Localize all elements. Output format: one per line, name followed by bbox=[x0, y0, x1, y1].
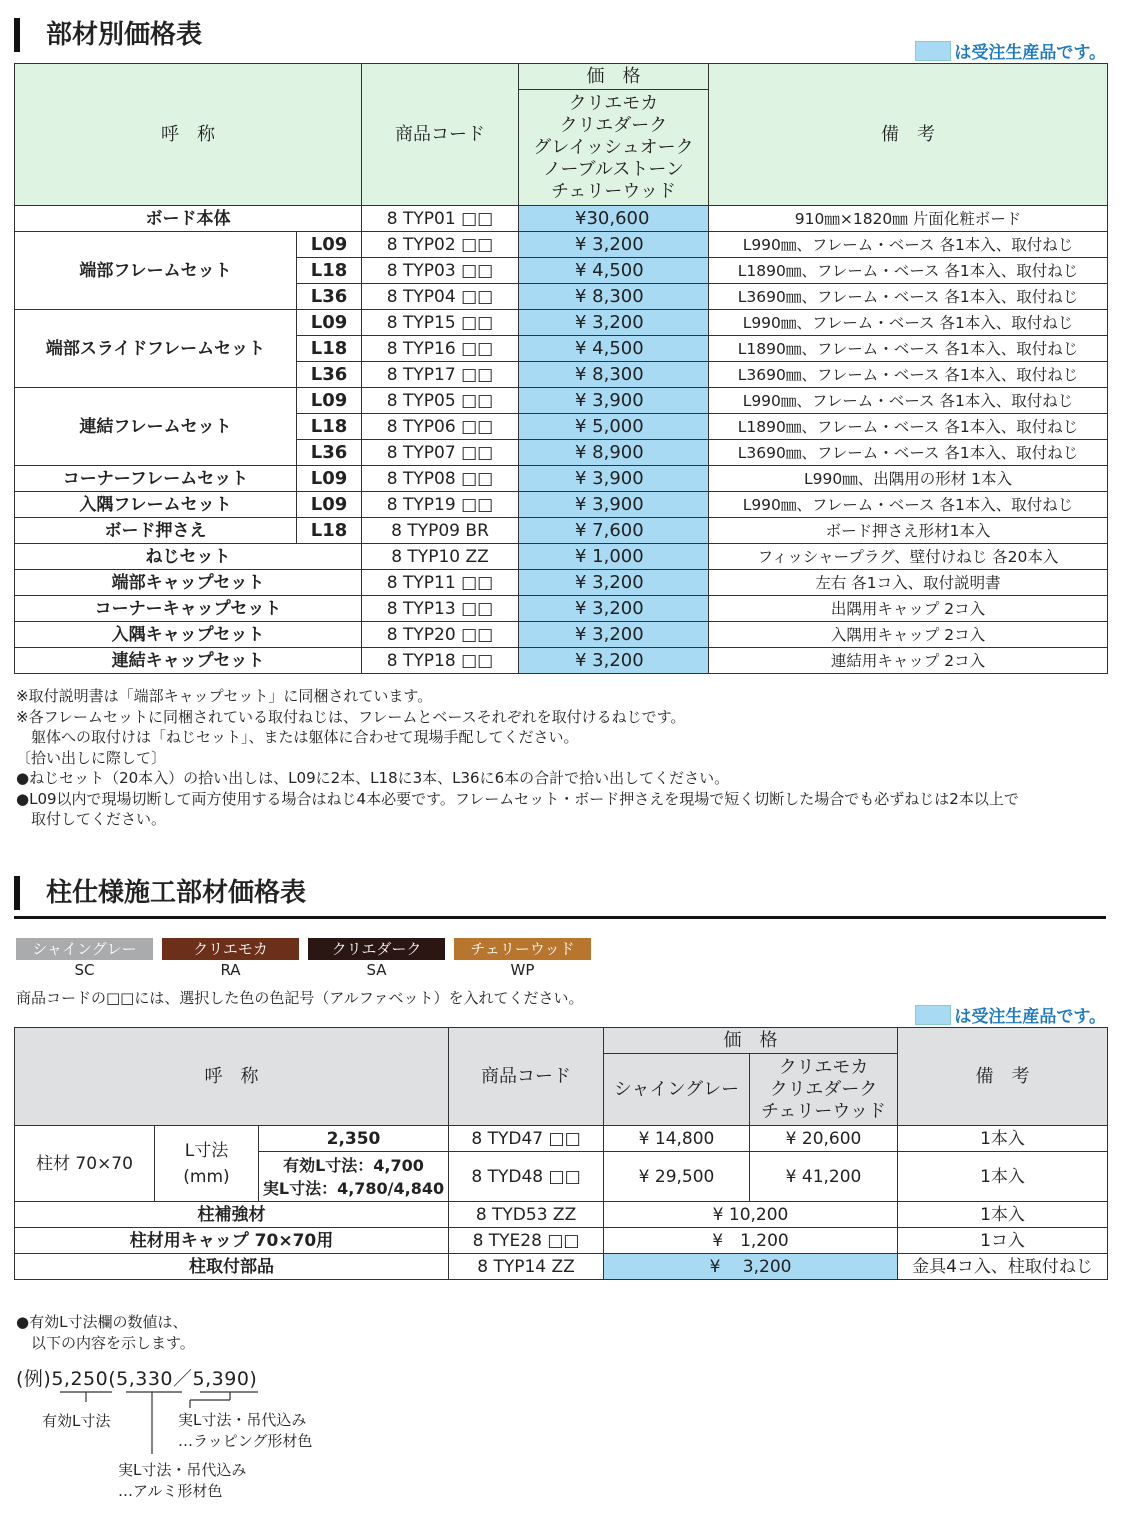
section1-title: 部材別価格表 bbox=[14, 18, 202, 52]
part-name: コーナーフレームセット bbox=[15, 466, 297, 492]
color-chip: クリエダーク bbox=[308, 938, 445, 960]
product-code: 8 TYP15 □□ bbox=[362, 310, 519, 336]
part-name: ねじセット bbox=[15, 544, 362, 570]
note-line: ●ねじセット（20本入）の拾い出しは、L09に2本、L18に3本、L36に6本の合計で拾い出してください。 bbox=[16, 769, 730, 787]
price: ¥ 3,200 bbox=[519, 622, 709, 648]
price: ¥ 3,200 bbox=[519, 648, 709, 674]
pillar-dim-label: L寸法 (mm) bbox=[155, 1126, 259, 1202]
table-row bbox=[15, 310, 1108, 336]
remarks: 1本入 bbox=[898, 1152, 1108, 1202]
color-code: WP bbox=[510, 961, 535, 979]
remarks: 910㎜×1820㎜ 片面化粧ボード bbox=[709, 206, 1108, 232]
table-row bbox=[15, 492, 1108, 518]
product-code: 8 TYD53 ZZ bbox=[449, 1202, 604, 1228]
price: ¥ 7,600 bbox=[519, 518, 709, 544]
pillar-price-table bbox=[14, 1027, 1108, 1280]
table-row bbox=[15, 622, 1108, 648]
section2-notes: ●有効L寸法欄の数値は、 以下の内容を示します。 bbox=[16, 1313, 195, 1352]
remarks: L1890㎜、フレーム・ベース 各1本入、取付ねじ bbox=[709, 258, 1108, 284]
header-price: 価 格 bbox=[519, 64, 709, 90]
made-to-order-swatch bbox=[915, 41, 951, 61]
product-code: 8 TYP10 ZZ bbox=[362, 544, 519, 570]
remarks: 1コ入 bbox=[898, 1228, 1108, 1254]
product-code: 8 TYP06 □□ bbox=[362, 414, 519, 440]
part-name: 端部フレームセット bbox=[15, 232, 297, 310]
example-label-wrapping: 実L寸法・吊代込み …ラッピング形材色 bbox=[178, 1411, 313, 1450]
remarks: 入隅用キャップ 2コ入 bbox=[709, 622, 1108, 648]
parts-price-table bbox=[14, 63, 1108, 674]
table-row bbox=[15, 1202, 1108, 1228]
product-code: 8 TYP18 □□ bbox=[362, 648, 519, 674]
header-price-wood: クリエモカ クリエダーク チェリーウッド bbox=[750, 1054, 898, 1126]
section1-notes bbox=[16, 686, 1019, 830]
product-code: 8 TYP09 BR bbox=[362, 518, 519, 544]
remarks: L990㎜、フレーム・ベース 各1本入、取付ねじ bbox=[709, 388, 1108, 414]
pillar-spec: 有効L寸法：4,700 実L寸法：4,780/4,840 bbox=[259, 1152, 449, 1202]
length-code: L36 bbox=[297, 362, 362, 388]
product-code: 8 TYP14 ZZ bbox=[449, 1254, 604, 1280]
made-to-order-swatch bbox=[915, 1005, 951, 1025]
header-code: 商品コード bbox=[362, 64, 519, 206]
color-chip: クリエモカ bbox=[162, 938, 299, 960]
table-row bbox=[15, 648, 1108, 674]
note-line: ※取付説明書は「端部キャップセット」に同梱されています。 bbox=[16, 687, 433, 705]
color-code: SC bbox=[74, 961, 95, 979]
remarks: 連結用キャップ 2コ入 bbox=[709, 648, 1108, 674]
price: ¥ 4,500 bbox=[519, 258, 709, 284]
table-row bbox=[15, 596, 1108, 622]
part-name: 連結フレームセット bbox=[15, 388, 297, 466]
product-code: 8 TYP17 □□ bbox=[362, 362, 519, 388]
pillar-name: 柱材 70×70 bbox=[15, 1126, 155, 1202]
price-wood: ¥ 41,200 bbox=[750, 1152, 898, 1202]
table-row bbox=[15, 1228, 1108, 1254]
remarks: 左右 各1コ入、取付説明書 bbox=[709, 570, 1108, 596]
header-price: 価 格 bbox=[604, 1028, 898, 1054]
price: ¥ 10,200 bbox=[604, 1202, 898, 1228]
price: ¥ 3,200 bbox=[519, 232, 709, 258]
note-line: 取付してください。 bbox=[16, 810, 167, 828]
product-code: 8 TYP11 □□ bbox=[362, 570, 519, 596]
length-code: L18 bbox=[297, 336, 362, 362]
note-line: ※各フレームセットに同梱されている取付ねじは、フレームとベースそれぞれを取付けるねじです。 bbox=[16, 707, 686, 726]
section2-title: 柱仕様施工部材価格表 bbox=[14, 876, 306, 910]
color-chip: シャイングレー bbox=[16, 938, 153, 960]
price: ¥ 3,900 bbox=[519, 388, 709, 414]
price-gray: ¥ 29,500 bbox=[604, 1152, 750, 1202]
length-code: L36 bbox=[297, 440, 362, 466]
price: ¥ 3,900 bbox=[519, 466, 709, 492]
product-code: 8 TYD48 □□ bbox=[449, 1152, 604, 1202]
product-code: 8 TYP20 □□ bbox=[362, 622, 519, 648]
price-wood: ¥ 20,600 bbox=[750, 1126, 898, 1152]
part-name: 柱取付部品 bbox=[15, 1254, 449, 1280]
part-name: 端部キャップセット bbox=[15, 570, 362, 596]
product-code: 8 TYP08 □□ bbox=[362, 466, 519, 492]
product-code: 8 TYP05 □□ bbox=[362, 388, 519, 414]
remarks: L3690㎜、フレーム・ベース 各1本入、取付ねじ bbox=[709, 284, 1108, 310]
remarks: 出隅用キャップ 2コ入 bbox=[709, 596, 1108, 622]
header-code: 商品コード bbox=[449, 1028, 604, 1126]
remarks: 金具4コ入、柱取付ねじ bbox=[898, 1254, 1108, 1280]
remarks: L990㎜、フレーム・ベース 各1本入、取付ねじ bbox=[709, 492, 1108, 518]
product-code: 8 TYP01 □□ bbox=[362, 206, 519, 232]
part-name: 連結キャップセット bbox=[15, 648, 362, 674]
product-code: 8 TYP02 □□ bbox=[362, 232, 519, 258]
part-name: ボード押さえ bbox=[15, 518, 297, 544]
part-name: コーナーキャップセット bbox=[15, 596, 362, 622]
section1-legend bbox=[915, 38, 1106, 63]
length-code: L09 bbox=[297, 232, 362, 258]
part-name: 入隅キャップセット bbox=[15, 622, 362, 648]
section2-legend bbox=[915, 1002, 1106, 1027]
price: ¥ 3,200 bbox=[604, 1254, 898, 1280]
legend-text: は受注生産品です。 bbox=[954, 43, 1106, 63]
part-name: 端部スライドフレームセット bbox=[15, 310, 297, 388]
remarks: L3690㎜、フレーム・ベース 各1本入、取付ねじ bbox=[709, 362, 1108, 388]
length-code: L09 bbox=[297, 466, 362, 492]
price: ¥30,600 bbox=[519, 206, 709, 232]
section2-rule bbox=[14, 916, 1106, 919]
remarks: L1890㎜、フレーム・ベース 各1本入、取付ねじ bbox=[709, 336, 1108, 362]
length-code: L09 bbox=[297, 388, 362, 414]
product-code: 8 TYP04 □□ bbox=[362, 284, 519, 310]
price: ¥ 8,300 bbox=[519, 284, 709, 310]
product-code: 8 TYP16 □□ bbox=[362, 336, 519, 362]
table-row bbox=[15, 1254, 1108, 1280]
product-code: 8 TYP03 □□ bbox=[362, 258, 519, 284]
header-name: 呼 称 bbox=[15, 1028, 449, 1126]
example-label-effective: 有効L寸法 bbox=[42, 1412, 111, 1430]
table-row bbox=[15, 388, 1108, 414]
color-code: RA bbox=[220, 961, 241, 979]
color-code: SA bbox=[366, 961, 387, 979]
legend-text: は受注生産品です。 bbox=[954, 1007, 1106, 1027]
table-row bbox=[15, 232, 1108, 258]
remarks: ボード押さえ形材1本入 bbox=[709, 518, 1108, 544]
price: ¥ 5,000 bbox=[519, 414, 709, 440]
note-line: 躯体への取付けは「ねじセット」、または躯体に合わせて現場手配してください。 bbox=[16, 728, 579, 746]
price: ¥ 3,900 bbox=[519, 492, 709, 518]
table-row bbox=[15, 570, 1108, 596]
product-code: 8 TYD47 □□ bbox=[449, 1126, 604, 1152]
length-code: L18 bbox=[297, 518, 362, 544]
example-line: (例)5,250(5,330／5,390) bbox=[16, 1368, 258, 1390]
product-code: 8 TYP07 □□ bbox=[362, 440, 519, 466]
remarks: 1本入 bbox=[898, 1202, 1108, 1228]
part-name: ボード本体 bbox=[15, 206, 362, 232]
note-line: ●L09以内で現場切断して両方使用する場合はねじ4本必要です。フレームセット・ボード押さえを現場で短く切断した場合でも必ずねじは2本以上で bbox=[16, 789, 1019, 808]
example-label-aluminum: 実L寸法・吊代込み …アルミ形材色 bbox=[118, 1461, 247, 1500]
product-code: 8 TYE28 □□ bbox=[449, 1228, 604, 1254]
length-code: L09 bbox=[297, 492, 362, 518]
remarks: フィッシャープラグ、壁付けねじ 各20本入 bbox=[709, 544, 1108, 570]
table-row bbox=[15, 206, 1108, 232]
header-remarks: 備 考 bbox=[709, 64, 1108, 206]
color-chip: チェリーウッド bbox=[454, 938, 591, 960]
price: ¥ 1,000 bbox=[519, 544, 709, 570]
part-name: 入隅フレームセット bbox=[15, 492, 297, 518]
price: ¥ 4,500 bbox=[519, 336, 709, 362]
price: ¥ 3,200 bbox=[519, 570, 709, 596]
remarks: L3690㎜、フレーム・ベース 各1本入、取付ねじ bbox=[709, 440, 1108, 466]
table-row bbox=[15, 518, 1108, 544]
price-gray: ¥ 14,800 bbox=[604, 1126, 750, 1152]
price: ¥ 3,200 bbox=[519, 596, 709, 622]
length-code: L36 bbox=[297, 284, 362, 310]
length-code: L09 bbox=[297, 310, 362, 336]
remarks: L990㎜、フレーム・ベース 各1本入、取付ねじ bbox=[709, 232, 1108, 258]
part-name: 柱材用キャップ 70×70用 bbox=[15, 1228, 449, 1254]
remarks: L990㎜、出隅用の形材 1本入 bbox=[709, 466, 1108, 492]
pillar-spec: 2,350 bbox=[259, 1126, 449, 1152]
part-name: 柱補強材 bbox=[15, 1202, 449, 1228]
header-price-gray: シャイングレー bbox=[604, 1054, 750, 1126]
product-code: 8 TYP19 □□ bbox=[362, 492, 519, 518]
price: ¥ 8,300 bbox=[519, 362, 709, 388]
price: ¥ 3,200 bbox=[519, 310, 709, 336]
table-row bbox=[15, 544, 1108, 570]
color-note: 商品コードの□□には、選択した色の色記号（アルファベット）を入れてください。 bbox=[16, 989, 584, 1007]
header-price-colors: クリエモカ クリエダーク グレイッシュオーク ノーブルストーン チェリーウッド bbox=[519, 90, 709, 206]
remarks: L1890㎜、フレーム・ベース 各1本入、取付ねじ bbox=[709, 414, 1108, 440]
header-remarks: 備 考 bbox=[898, 1028, 1108, 1126]
price: ¥ 1,200 bbox=[604, 1228, 898, 1254]
header-name: 呼 称 bbox=[15, 64, 362, 206]
table-row bbox=[15, 466, 1108, 492]
length-code: L18 bbox=[297, 258, 362, 284]
remarks: 1本入 bbox=[898, 1126, 1108, 1152]
price: ¥ 8,900 bbox=[519, 440, 709, 466]
length-code: L18 bbox=[297, 414, 362, 440]
remarks: L990㎜、フレーム・ベース 各1本入、取付ねじ bbox=[709, 310, 1108, 336]
note-line: 〔拾い出しに際して〕 bbox=[16, 748, 167, 767]
product-code: 8 TYP13 □□ bbox=[362, 596, 519, 622]
